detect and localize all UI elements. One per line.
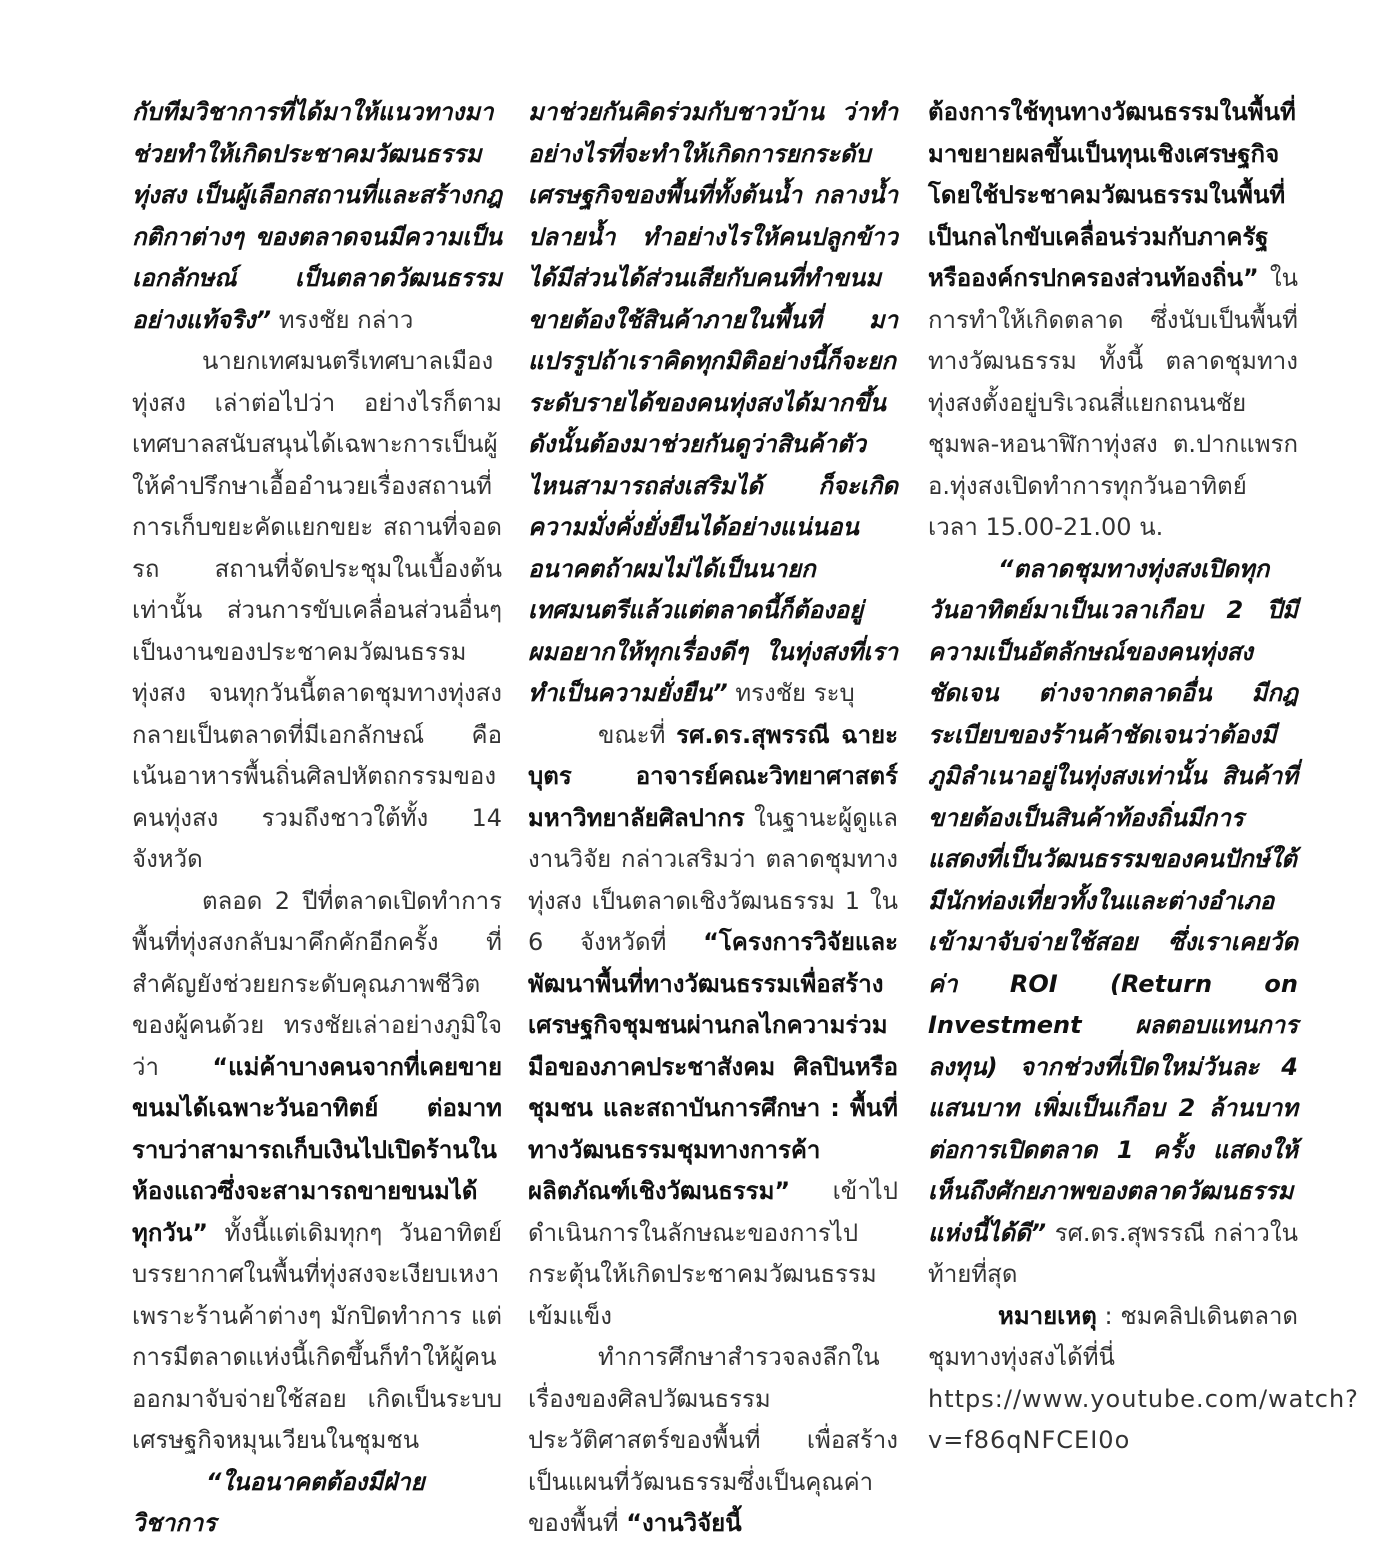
quote: “แม่ค้าบางคนจากที่เคยขายขนมได้เฉพาะวันอาทิตย์ ต่อมาทราบว่าสามารถเก็บเงินไปเปิดร้านในห้องแถวซึ่งจะสามารถขายขนมได้ทุกวัน”	[132, 1052, 502, 1247]
text: ตลอด 2 ปีที่ตลาดเปิดทำการพื้นที่ทุ่งสงกลับมาคึกคักอีกครั้ง ที่สำคัญยังช่วยยกระดับคุณภาพชีวิตของผู้คนด้วย ทรงชัยเล่าอย่างภูมิใจว่า	[132, 886, 502, 1081]
text: ในฐานะผู้ดูแลงานวิจัย กล่าวเสริมว่า ตลาดชุมทางทุ่งสง เป็นตลาดเชิงวัฒนธรรม 1 ใน 6 จังหวัดที่	[528, 803, 898, 956]
person-name: รศ.ดร.สุพรรณี ฉายะบุตร อาจารย์คณะวิทยาศาสตร์ มหาวิทยาลัยศิลปากร	[528, 720, 898, 832]
quote: “ในอนาคตต้องมีฝ่ายวิชาการ	[132, 1467, 425, 1537]
text-column-1	[132, 92, 502, 1545]
text: ทำการศึกษาสำรวจลงลึกในเรื่องของศิลปวัฒนธรรม ประวัติศาสตร์ของพื้นที่ เพื่อสร้างเป็นแผนที่วัฒนธรรมซึ่งเป็นคุณค่าของพื้นที่	[528, 1343, 898, 1537]
paragraph: นายกเทศมนตรีเทศบาลเมืองทุ่งสง เล่าต่อไปว่า อย่างไรก็ตาม เทศบาลสนับสนุนได้เฉพาะการเป็นผู้ให้คำปรึกษาเอื้ออำนวยเรื่องสถานที่ การเก็บขยะคัดแยกขยะ สถานที่จอดรถ สถานที่จัดประชุมในเบื้องต้นเท่านั้น ส่วนการขับเคลื่อนส่วนอื่นๆ เป็นงานของประชาคมวัฒนธรรมทุ่งสง จนทุกวันนี้ตลาดชุมทางทุ่งสงกลายเป็นตลาดที่มีเอกลักษณ์ คือเน้นอาหารพื้นถิ่นศิลปหัตถกรรมของคนทุ่งสง รวมถึงชาวใต้ทั้ง 14 จังหวัด	[132, 347, 502, 873]
paragraph	[132, 881, 502, 1462]
attribution: ทรงชัย ระบุ	[727, 679, 855, 707]
paragraph	[132, 92, 502, 341]
text: ขณะที่	[598, 720, 677, 749]
note-label: หมายเหตุ	[998, 1301, 1097, 1330]
note	[928, 1296, 1359, 1462]
quote: ต้องการใช้ทุนทางวัฒนธรรมในพื้นที่มาขยายผลขึ้นเป็นทุนเชิงเศรษฐกิจ โดยใช้ประชาคมวัฒนธรรมในพื้นที่เป็นกลไกขับเคลื่อนร่วมกับภาครัฐหรือองค์กรปกครองส่วนท้องถิ่น”	[928, 98, 1296, 292]
quote: มาช่วยกันคิดร่วมกับชาวบ้าน ว่าทำอย่างไรที่จะทำให้เกิดการยกระดับเศรษฐกิจของพื้นที่ทั้งต้นน้ำ กลางน้ำปลายน้ำ ทำอย่างไรให้คนปลูกข้าวได้มีส่วนได้ส่วนเสียกับคนที่ทำขนมขายต้องใช้สินค้าภายในพื้นที่ มาแปรรูปถ้าเราคิดทุกมิติอย่างนี้ก็จะยกระดับรายได้ของคนทุ่งสงได้มากขึ้น ดังนั้นต้องมาช่วยกันดูว่าสินค้าตัวไหนสามารถส่งเสริมได้ ก็จะเกิดความมั่งคั่งยั่งยืนได้อย่างแน่นอน อนาคตถ้าผมไม่ได้เป็นนายกเทศมนตรีแล้วแต่ตลาดนี้ก็ต้องอยู่ ผมอยากให้ทุกเรื่องดีๆ ในทุ่งสงที่เราทำเป็นความยั่งยืน”	[528, 98, 898, 707]
text-column-3	[928, 92, 1359, 1462]
text: ทั้งนี้แต่เดิมทุกๆ วันอาทิตย์ บรรยากาศในพื้นที่ทุ่งสงจะเงียบเหงาเพราะร้านค้าต่างๆ มักปิดทำการ แต่การมีตลาดแห่งนี้เกิดขึ้นก็ทำให้ผู้คนออกมาจับจ่ายใช้สอย เกิดเป็นระบบเศรษฐกิจหมุนเวียนในชุมชน	[132, 1218, 502, 1454]
quote: “งานวิจัยนี้	[626, 1509, 742, 1537]
attribution: รศ.ดร.สุพรรณี กล่าวในท้ายที่สุด	[928, 1218, 1298, 1288]
project-title: “โครงการวิจัยและพัฒนาพื้นที่ทางวัฒนธรรมเพื่อสร้างเศรษฐกิจชุมชนผ่านกลไกความร่วมมือของภาคประชาสังคม ศิลปินหรือชุมชน และสถาบันการศึกษา : พื้นที่ทางวัฒนธรรมชุมทางการค้า ผลิตภัณฑ์เชิงวัฒนธรรม”	[528, 928, 898, 1205]
text: เข้าไปดำเนินการในลักษณะของการไปกระตุ้นให้เกิดประชาคมวัฒนธรรมเข้มแข็ง	[528, 1177, 898, 1330]
paragraph	[528, 92, 898, 715]
video-link[interactable]: https://www.youtube.com/watch?v=f86qNFCEI0o	[928, 1384, 1359, 1454]
text: ในการทำให้เกิดตลาด ซึ่งนับเป็นพื้นที่ทางวัฒนธรรม ทั้งนี้ ตลาดชุมทางทุ่งสงตั้งอยู่บริเวณสี่แยกถนนชัยชุมพล-หอนาฬิกาทุ่งสง ต.ปากแพรก อ.ทุ่งสงเปิดทำการทุกวันอาทิตย์ เวลา 15.00-21.00 น.	[928, 264, 1298, 541]
attribution: ทรงชัย กล่าว	[271, 305, 414, 334]
paragraph	[528, 715, 898, 1338]
paragraph	[928, 92, 1298, 549]
paragraph	[928, 549, 1298, 1296]
quote: กับทีมวิชาการที่ได้มาให้แนวทางมาช่วยทำให้เกิดประชาคมวัฒนธรรมทุ่งสง เป็นผู้เลือกสถานที่และสร้างกฎกติกาต่างๆ ของตลาดจนมีความเป็นเอกลักษณ์ เป็นตลาดวัฒนธรรมอย่างแท้จริง”	[132, 98, 502, 334]
quote: “ตลาดชุมทางทุ่งสงเปิดทุกวันอาทิตย์มาเป็นเวลาเกือบ 2 ปีมีความเป็นอัตลักษณ์ของคนทุ่งสงชัดเจน ต่างจากตลาดอื่น มีกฎระเบียบของร้านค้าชัดเจนว่าต้องมีภูมิลำเนาอยู่ในทุ่งสงเท่านั้น สินค้าที่ขายต้องเป็นสินค้าท้องถิ่นมีการแสดงที่เป็นวัฒนธรรมของคนปักษ์ใต้ มีนักท่องเที่ยวทั้งในและต่างอำเภอเข้ามาจับจ่ายใช้สอย ซึ่งเราเคยวัดค่า ROI (Return on Investment ผลตอบแทนการลงทุน) จากช่วงที่เปิดใหม่วันละ 4 แสนบาท เพิ่มเป็นเกือบ 2 ล้านบาทต่อการเปิดตลาด 1 ครั้ง แสดงให้เห็นถึงศักยภาพของตลาดวัฒนธรรมแห่งนี้ได้ดี”	[928, 554, 1298, 1247]
note-text: : ชมคลิปเดินตลาดชุมทางทุ่งสงได้ที่นี่	[928, 1301, 1298, 1371]
paragraph	[132, 1462, 502, 1545]
paragraph	[528, 1337, 898, 1545]
text-column-2	[528, 92, 898, 1545]
